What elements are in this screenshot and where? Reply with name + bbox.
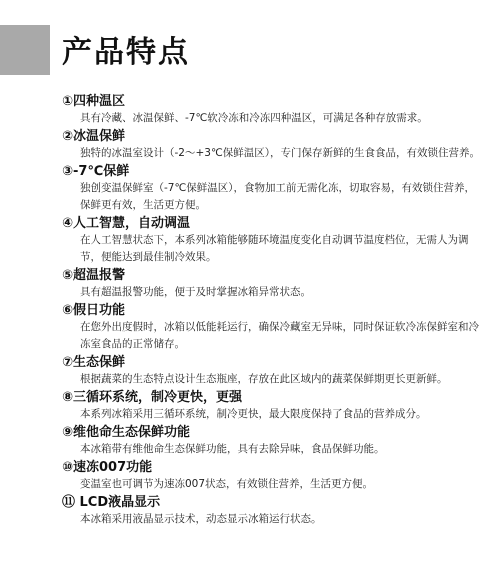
- feature-description: 独特的冰温室设计（-2～+3℃保鲜温区），专门保存新鲜的生食食品，有效锁住营养。: [80, 147, 480, 159]
- feature-description: 本冰箱采用液晶显示技术，动态显示冰箱运行状态。: [80, 513, 322, 525]
- feature-description: 具有冷藏、冰温保鲜、-7℃软冷冻和冷冻四种温区，可满足各种存放需求。: [80, 112, 428, 124]
- feature-item: [62, 494, 482, 528]
- feature-item: [62, 302, 482, 353]
- feature-description: 本系列冰箱采用三循环系统，制冷更快，最大限度保持了食品的营养成分。: [80, 408, 427, 420]
- feature-title: ⑦生态保鲜: [62, 355, 126, 370]
- feature-item: [62, 163, 482, 214]
- feature-description: 在人工智慧状态下，本系列冰箱能够随环境温度变化自动调节温度档位，无需人为调节，便能达到最佳制冷效果。: [80, 234, 469, 263]
- feature-title: ③-7℃保鲜: [62, 164, 130, 179]
- feature-item: [62, 424, 482, 458]
- feature-title: ⑪ LCD液晶显示: [62, 495, 161, 510]
- feature-title: ⑤超温报警: [62, 268, 126, 283]
- feature-item: [62, 215, 482, 266]
- feature-description: 根据蔬菜的生态特点设计生态瓶座，存放在此区域内的蔬菜保鲜期更长更新鲜。: [80, 373, 448, 385]
- feature-item: [62, 128, 482, 162]
- feature-title: ⑩速冻007功能: [62, 460, 153, 475]
- feature-description: 独创变温保鲜室（-7℃保鲜温区），食物加工前无需化冻，切取容易，有效锁住营养，保鲜更有效，生活更方便。: [80, 182, 476, 211]
- feature-description: 具有超温报警功能，便于及时掌握冰箱异常状态。: [80, 286, 311, 298]
- feature-description: 变温室也可调节为速冻007状态，有效锁住营养，生活更方便。: [80, 478, 374, 490]
- feature-title: ②冰温保鲜: [62, 129, 126, 144]
- feature-item: [62, 459, 482, 493]
- feature-title: ⑨维他命生态保鲜功能: [62, 425, 191, 440]
- feature-list: [62, 93, 482, 529]
- feature-title: ⑥假日功能: [62, 303, 126, 318]
- feature-item: [62, 267, 482, 301]
- feature-item: [62, 389, 482, 423]
- feature-title: ④人工智慧，自动调温: [62, 216, 191, 231]
- feature-item: [62, 93, 482, 127]
- page-title: 产品特点: [62, 35, 190, 70]
- feature-item: [62, 354, 482, 388]
- feature-title: ①四种温区: [62, 94, 126, 109]
- corner-decoration-block: [0, 25, 50, 75]
- feature-title: ⑧三循环系统，制冷更快，更强: [62, 390, 243, 405]
- feature-description: 本冰箱带有维他命生态保鲜功能，具有去除异味，食品保鲜功能。: [80, 443, 385, 455]
- feature-description: 在您外出度假时，冰箱以低能耗运行，确保冷藏室无异味，同时保证软冷冻保鲜室和冷冻室食品的正常储存。: [80, 321, 479, 350]
